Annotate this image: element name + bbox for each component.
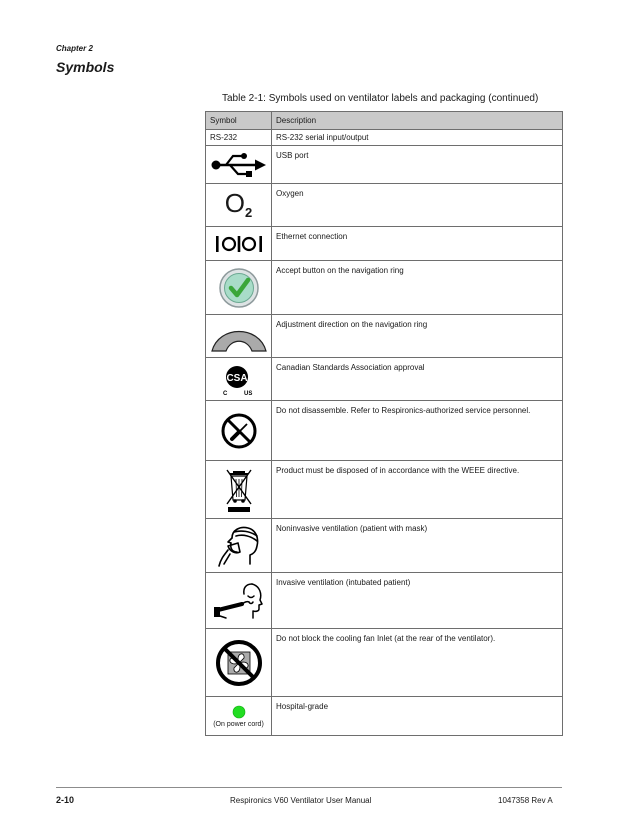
row-description: Product must be disposed of in accordance with the WEEE directive.: [272, 461, 563, 519]
table-row: [206, 358, 563, 401]
table-row: [206, 697, 563, 736]
csa-mark-c: C: [222, 391, 227, 397]
csa-mark-letters: CSA: [225, 373, 248, 384]
table-row: [206, 146, 563, 184]
oxygen-letter: O: [224, 188, 245, 218]
ethernet-icon: [206, 227, 272, 261]
row-description: USB port: [272, 146, 563, 184]
row-description: RS-232 serial input/output: [272, 130, 563, 146]
row-description: Accept button on the navigation ring: [272, 261, 563, 315]
row-description: Ethernet connection: [272, 227, 563, 261]
table-caption: Table 2-1: Symbols used on ventilator labels and packaging (continued): [222, 93, 539, 104]
table-row: [206, 519, 563, 573]
table-row: [206, 315, 563, 358]
row-description: Invasive ventilation (intubated patient): [272, 573, 563, 629]
table-row: [206, 629, 563, 697]
row-description: Canadian Standards Association approval: [272, 358, 563, 401]
power-cord-note: (On power cord): [213, 720, 264, 728]
noninvasive-mask-icon: [206, 519, 272, 573]
row-description: Adjustment direction on the navigation ring: [272, 315, 563, 358]
accept-button-icon: [206, 261, 272, 315]
section-title: Symbols: [56, 59, 115, 75]
chapter-label: Chapter 2: [56, 44, 93, 53]
usb-icon: [206, 146, 272, 184]
invasive-intubated-icon: [206, 573, 272, 629]
row-description: Do not disassemble. Refer to Respironics-authorized service personnel.: [272, 401, 563, 461]
description-column-header: Description: [272, 112, 563, 130]
symbols-table: [205, 111, 563, 736]
weee-crossed-bin-icon: [206, 461, 272, 519]
oxygen-subscript: 2: [245, 205, 253, 220]
csa-approval-icon: [206, 358, 272, 401]
manual-title: Respironics V60 Ventilator User Manual: [230, 796, 372, 805]
table-row: [206, 461, 563, 519]
do-not-block-fan-icon: [206, 629, 272, 697]
table-header-row: [206, 112, 563, 130]
do-not-disassemble-icon: [206, 401, 272, 461]
document-number: 1047358 Rev A: [498, 796, 553, 805]
table-row: [206, 401, 563, 461]
table-row: [206, 130, 563, 146]
csa-mark-us: US: [243, 391, 252, 397]
symbol-column-header: Symbol: [206, 112, 272, 130]
row-description: Do not block the cooling fan Inlet (at the rear of the ventilator).: [272, 629, 563, 697]
navigation-ring-arc-icon: [206, 315, 272, 358]
footer-divider: [56, 787, 562, 788]
hospital-grade-green-dot-icon: [206, 697, 272, 736]
table-row: [206, 227, 563, 261]
row-description: Hospital-grade: [272, 697, 563, 736]
oxygen-icon: [206, 184, 272, 227]
table-row: [206, 184, 563, 227]
table-row: [206, 261, 563, 315]
rs232-symbol-text: RS-232: [206, 130, 272, 146]
row-description: Noninvasive ventilation (patient with mask): [272, 519, 563, 573]
row-description: Oxygen: [272, 184, 563, 227]
table-row: [206, 573, 563, 629]
page-number: 2-10: [56, 795, 75, 805]
